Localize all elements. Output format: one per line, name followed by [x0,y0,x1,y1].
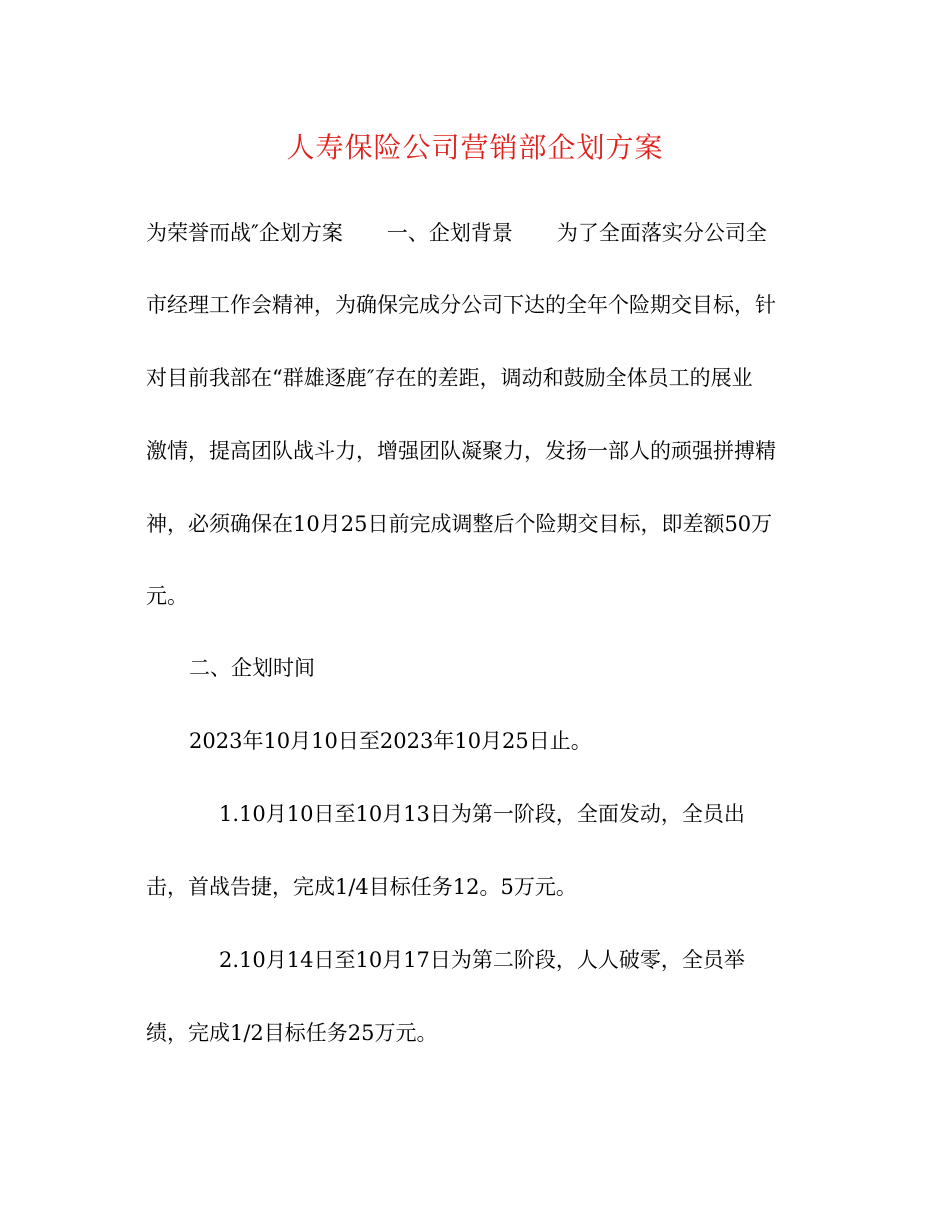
paragraph-line-3: 对目前我部在“群雄逐鹿″存在的差距，调动和鼓励全体员工的展业 [146,366,753,390]
line-segment-background-start: 为了全面落实分公司全 [556,221,767,245]
phase-2-line-1: 2.10月14日至10月17日为第二阶段，人人破零，全员举 [219,948,745,972]
paragraph-line-2: 市经理工作会精神，为确保完成分公司下达的全年个险期交目标，针 [146,293,776,317]
paragraph-line-6: 元。 [146,584,188,608]
phase-1-line-2: 击，首战告捷，完成1/4目标任务12。5万元。 [146,875,577,899]
paragraph-line-4: 激情，提高团队战斗力，增强团队凝聚力，发扬一部人的顽强拼搏精 [146,439,776,463]
date-range-line: 2023年10月10日至2023年10月25日止。 [189,729,592,753]
line-segment-section-1: 一、企划背景 [386,221,513,245]
paragraph-line-5: 神，必须确保在10月25日前完成调整后个险期交目标，即差额50万 [146,512,773,536]
document-title: 人寿保险公司营销部企划方案 [286,131,664,164]
paragraph-line-1 [146,218,767,248]
phase-1-line-1: 1.10月10日至10月13日为第一阶段，全面发动，全员出 [219,802,745,826]
phase-2-line-2: 绩，完成1/2目标任务25万元。 [146,1021,438,1045]
line-segment-heading: 为荣誉而战″企划方案 [146,221,343,245]
section-heading-time: 二、企划时间 [189,656,315,680]
